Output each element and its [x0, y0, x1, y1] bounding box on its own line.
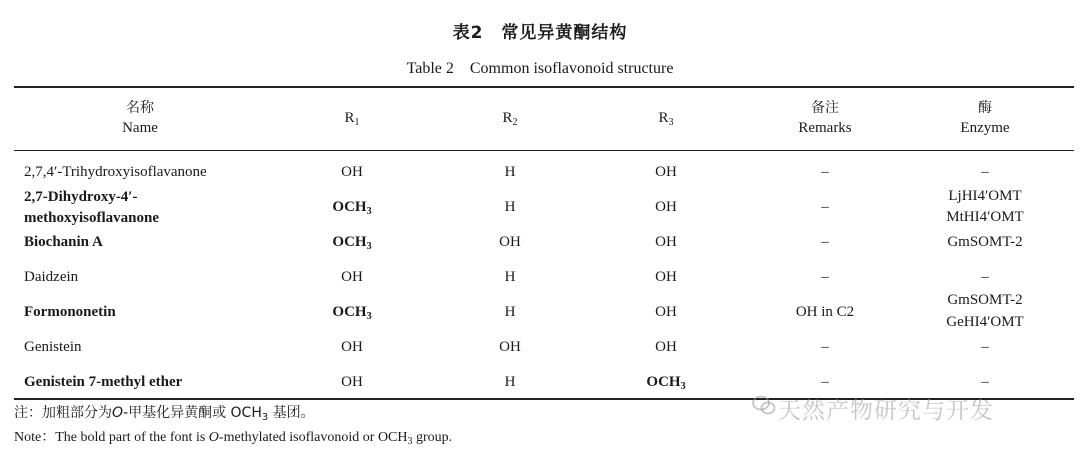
note-cn-prefix: 注：加粗部分为	[14, 405, 112, 421]
note-en-italic: O	[208, 430, 219, 445]
header-r3-sub: 3	[668, 117, 674, 128]
row-0-enzyme: –	[981, 164, 989, 180]
row-5-remarks: –	[821, 339, 829, 355]
row-6-enzyme: –	[981, 374, 989, 390]
row-1-enzyme-line1: LjHI4′OMT	[948, 188, 1022, 204]
header-r1	[312, 108, 392, 128]
header-remarks-cn: 备注	[811, 100, 839, 116]
row-1-r1-text: OCH	[332, 199, 367, 215]
row-5-r1: OH	[341, 339, 363, 355]
header-enzyme-en: Enzyme	[960, 120, 1010, 136]
header-remarks-en: Remarks	[798, 120, 852, 136]
row-4-remarks: OH in C2	[795, 304, 855, 320]
row-6-r2: H	[504, 374, 516, 390]
note-cn-italic: O	[112, 405, 124, 421]
row-0-r3: OH	[655, 164, 677, 180]
row-3-r3: OH	[655, 269, 677, 285]
row-2-r1	[312, 232, 392, 252]
row-4-name: Formononetin	[24, 304, 116, 320]
row-6-r1: OH	[341, 374, 363, 390]
row-1-r1	[312, 197, 392, 217]
row-2-r1-sub: 3	[366, 241, 372, 252]
row-5-name: Genistein	[24, 339, 82, 355]
row-1-name-line2: methoxyisoflavanone	[24, 210, 159, 226]
row-3-r2: H	[504, 269, 516, 285]
note-chinese	[14, 402, 315, 422]
row-3-remarks: –	[821, 269, 829, 285]
row-4-enzyme-line2: GeHI4′OMT	[946, 314, 1024, 330]
note-cn-mid: -甲基化异黄酮或 OCH	[123, 405, 262, 421]
note-en-prefix: Note：The bold part of the font is	[14, 430, 209, 445]
row-3-name: Daidzein	[24, 269, 79, 285]
row-6-r3	[626, 372, 706, 392]
row-2-r3: OH	[655, 234, 677, 250]
note-en-end: group.	[412, 430, 453, 445]
row-3-enzyme: –	[981, 269, 989, 285]
row-1-r3: OH	[655, 199, 677, 215]
row-4-r3: OH	[655, 304, 677, 320]
row-4-r1	[312, 302, 392, 322]
row-4-r2: H	[504, 304, 516, 320]
header-r2-sub: 2	[512, 117, 518, 128]
header-remarks	[770, 98, 880, 138]
header-name-en: Name	[122, 120, 158, 136]
row-0-r1: OH	[341, 164, 363, 180]
note-english	[14, 426, 452, 446]
row-1-r2: H	[504, 199, 516, 215]
row-2-r1-text: OCH	[332, 234, 367, 250]
row-2-r2: OH	[499, 234, 521, 250]
row-0-remarks: –	[821, 164, 829, 180]
row-4-r1-text: OCH	[332, 304, 367, 320]
row-4-enzyme-line1: GmSOMT-2	[947, 292, 1023, 308]
row-2-name: Biochanin A	[24, 234, 103, 250]
table-title-chinese: 表2 常见异黄酮结构	[452, 23, 628, 43]
note-en-sub: 3	[407, 436, 413, 447]
header-r3	[626, 108, 706, 128]
header-r2-label: R	[502, 110, 513, 126]
header-enzyme	[930, 98, 1040, 138]
row-3-r1: OH	[341, 269, 363, 285]
header-enzyme-cn: 酶	[978, 100, 992, 116]
row-1-remarks: –	[821, 199, 829, 215]
row-0-r2: H	[504, 164, 516, 180]
row-6-r3-sub: 3	[680, 381, 686, 392]
note-cn-sub: 3	[261, 412, 269, 423]
table-title-english: Table 2 Common isoflavonoid structure	[406, 60, 674, 77]
row-1-name-line1: 2,7-Dihydroxy-4′-	[24, 189, 138, 205]
row-6-remarks: –	[821, 374, 829, 390]
header-r2	[470, 108, 550, 128]
row-5-r2: OH	[499, 339, 521, 355]
row-0-name: 2,7,4′-Trihydroxyisoflavanone	[24, 164, 207, 180]
note-en-suffix: -methylated isoflavonoid or OCH	[218, 430, 408, 445]
row-1-enzyme-line2: MtHI4′OMT	[946, 209, 1024, 225]
row-2-remarks: –	[821, 234, 829, 250]
wechat-logo-icon	[752, 394, 776, 416]
watermark-text: 天然产物研究与开发	[778, 398, 994, 424]
note-cn-suffix: 基团。	[268, 405, 315, 421]
row-5-enzyme: –	[981, 339, 989, 355]
row-6-r3-text: OCH	[646, 374, 681, 390]
header-r1-label: R	[344, 110, 355, 126]
top-rule	[14, 86, 1074, 88]
row-6-name: Genistein 7-methyl ether	[24, 374, 183, 390]
row-5-r3: OH	[655, 339, 677, 355]
header-rule	[14, 150, 1074, 151]
row-1-r1-sub: 3	[366, 206, 372, 217]
header-name-cn: 名称	[126, 100, 154, 116]
header-name	[80, 98, 200, 138]
row-2-enzyme: GmSOMT-2	[947, 234, 1023, 250]
header-r1-sub: 1	[354, 117, 360, 128]
row-4-r1-sub: 3	[366, 311, 372, 322]
header-r3-label: R	[658, 110, 669, 126]
